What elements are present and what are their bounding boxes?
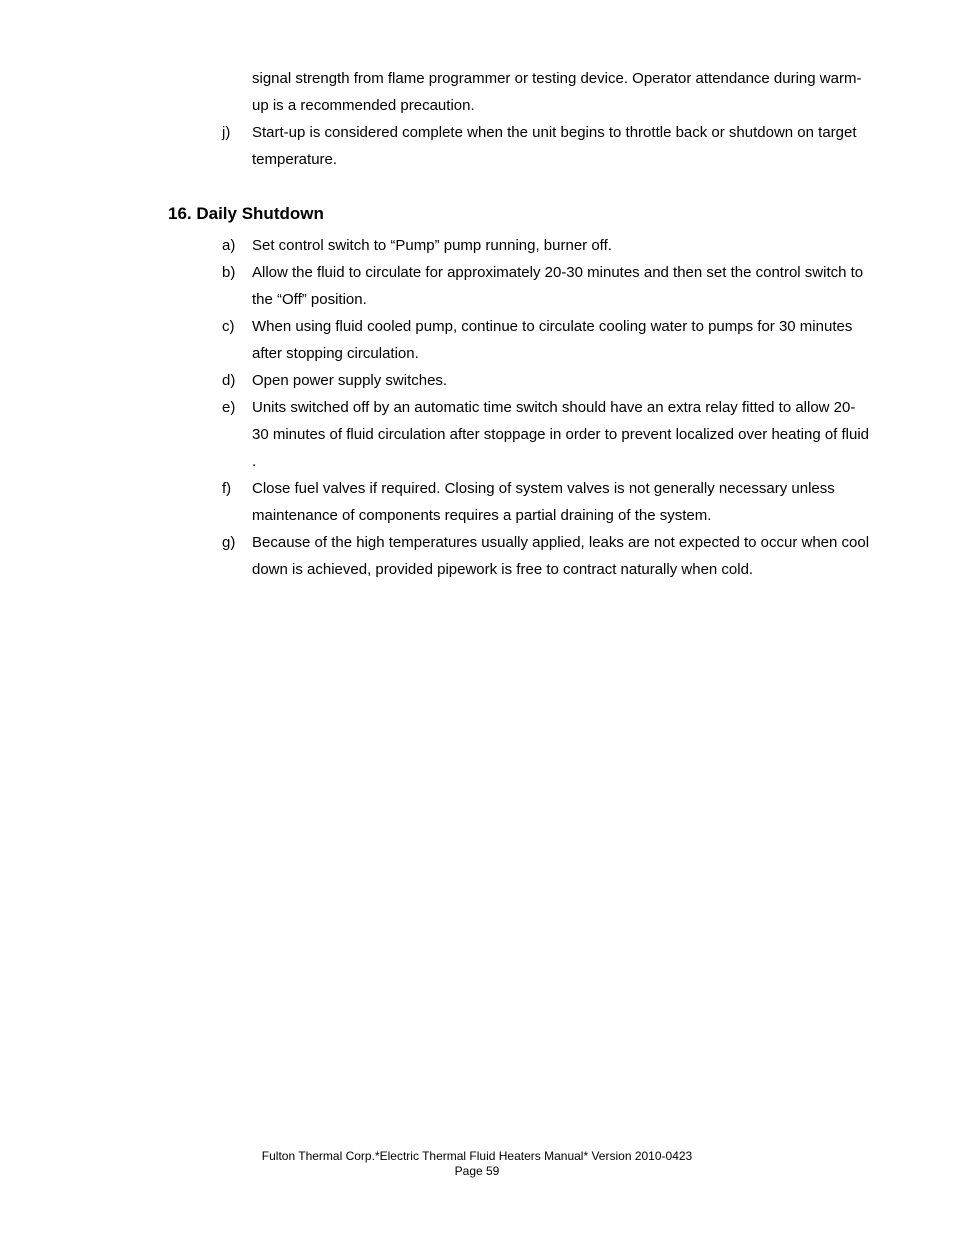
list-item-text: Set control switch to “Pump” pump running, burner off. [252,237,612,254]
list-item-text: Open power supply switches. [252,372,448,389]
list-item-text: When using fluid cooled pump, continue to circulate cooling water to pumps for 30 minutes after stopping circulation. [252,318,853,362]
list-item-text: Allow the fluid to circulate for approximately 20-30 minutes and then set the control switch to the “Off” position. [252,264,864,308]
list-item [222,119,882,173]
previous-section-list [222,119,882,173]
page-footer [0,1149,954,1179]
list-marker: j) [222,124,231,141]
list-marker: b) [222,264,236,281]
section-heading: 16. Daily Shutdown [168,204,324,223]
list-item-text: Close fuel valves if required. Closing of system valves is not generally necessary unless maintenance of components requires a partial draining of the system. [252,480,835,524]
continuation-paragraph: signal strength from flame programmer or testing device. Operator attendance during warm-up is a recommended precaution. [252,70,862,114]
list-item [222,475,882,529]
list-item [222,313,882,367]
list-marker: f) [222,480,232,497]
list-item [222,259,882,313]
list-item-text: Start-up is considered complete when the unit begins to throttle back or shutdown on target temperature. [252,124,857,168]
list-marker: g) [222,534,236,551]
daily-shutdown-list [222,232,882,583]
list-item [222,367,882,394]
list-marker: c) [222,318,235,335]
list-item [222,232,882,259]
footer-title: Fulton Thermal Corp.*Electric Thermal Fluid Heaters Manual* Version 2010-0423 [261,1149,693,1163]
list-marker: e) [222,399,236,416]
list-marker: d) [222,372,236,389]
list-item-text: Units switched off by an automatic time switch should have an extra relay fitted to allow 20-30 minutes of fluid circulation after stoppage in order to prevent localized over heating of fluid . [252,399,870,470]
page-number: Page 59 [454,1164,500,1178]
list-item-text: Because of the high temperatures usually applied, leaks are not expected to occur when cool down is achieved, provided pipework is free to contract naturally when cold. [252,534,870,578]
list-item [222,394,882,475]
list-item [222,529,882,583]
list-marker: a) [222,237,236,254]
